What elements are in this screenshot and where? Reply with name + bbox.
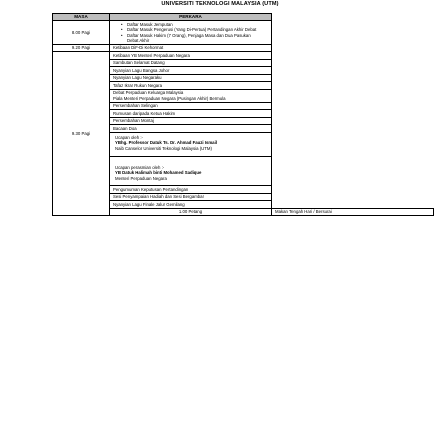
time-cell: 1.00 Petang	[110, 208, 272, 216]
event-cell: Nyanyian Lagu Finale Jalur Gemilang	[110, 201, 272, 209]
event-cell: Nyanyian Lagu Bangsa Johor	[110, 67, 272, 75]
event-cell: Ketibaan DiF-Di Kehormat	[110, 45, 272, 52]
document-title: UNIVERSITI TEKNOLOGI MALAYSIA (UTM)	[161, 1, 279, 7]
table-row	[53, 52, 434, 60]
time-cell: 9.20 Pagi	[53, 45, 110, 52]
event-cell	[110, 132, 272, 156]
event-cell: Pengumuman Keputusan Pertandingan	[110, 186, 272, 194]
table-row	[53, 102, 434, 110]
event-line: Debat Perpaduan Keluarga Malaysia	[113, 90, 184, 96]
table-row	[53, 59, 434, 67]
bullet-list	[113, 22, 268, 43]
speech-intro: Ucapan oleh :-	[115, 134, 143, 140]
table-row	[53, 117, 434, 125]
event-cell: Bacaan Doa	[110, 125, 272, 133]
schedule-table	[52, 13, 434, 216]
list-item: • Daftar Masuk Hakim (7 Orang), Penjaga Masa dan Dua Pasukan Debat Akhir	[127, 33, 252, 44]
table-row	[53, 193, 434, 201]
event-cell: Nyanyian Lagu Negaraku	[110, 74, 272, 82]
event-cell: Ketibaan YB Menteri Perpaduan Negara	[110, 52, 272, 60]
list-item: • Daftar Masuk Jemputan	[127, 22, 268, 27]
table-row	[53, 125, 434, 133]
table-row	[53, 67, 434, 75]
speech-block	[113, 133, 268, 156]
time-cell: 9.30 Pagi	[53, 52, 110, 216]
event-cell: Sambutan Selamat Datang	[110, 59, 272, 67]
speaker-role: Naib Canselor Universiti Teknologi Malaysia (UTM)	[115, 146, 212, 152]
table-row	[53, 45, 434, 52]
table-row	[53, 201, 434, 209]
table-row	[53, 186, 434, 194]
table-row	[53, 208, 434, 216]
event-cell: Sesi Penyampaian Hadiah dan Sesi Bergambar	[110, 193, 272, 201]
event-cell: Tafaz Ikrar Rukun Negara	[110, 82, 272, 90]
col-event-header: PERKARA	[110, 14, 272, 21]
event-cell	[110, 156, 272, 186]
event-cell: Rumusan daripada Ketua Hakim	[110, 110, 272, 118]
table-row	[53, 74, 434, 82]
event-cell	[110, 89, 272, 102]
event-cell: Persembahan Montaj	[110, 117, 272, 125]
col-time-header: MASA	[53, 14, 110, 21]
time-cell: 8.00 Pagi	[53, 21, 110, 45]
speech-block	[113, 157, 268, 186]
event-cell	[110, 21, 272, 45]
event-line: Piala Menteri Perpaduan Negara (Pusingan Akhir) Bermula	[113, 95, 226, 101]
table-row	[53, 156, 434, 186]
table-row	[53, 21, 434, 45]
speaker-name: YBhg. Professor Datuk Ts. Dr. Ahmad Fauzi Ismail	[115, 140, 217, 146]
table-row	[53, 89, 434, 102]
speaker-name: YB Datuk Halimah binti Mohamed Sadique	[115, 170, 202, 176]
speaker-role: Menteri Perpaduan Negara	[115, 175, 167, 181]
event-cell: Makan Tengah Hari / Bersurai	[272, 208, 434, 216]
table-header-row	[53, 14, 434, 21]
table-row	[53, 82, 434, 90]
table-row	[53, 110, 434, 118]
speech-intro: Ucapan perasmian oleh :-	[115, 164, 165, 170]
event-cell: Persembahan Selingan	[110, 102, 272, 110]
table-row	[53, 132, 434, 156]
list-item: • Daftar Masuk Pengerusi (Yang Di-Pertua) Pertandingan Akhir Debat	[127, 27, 268, 32]
